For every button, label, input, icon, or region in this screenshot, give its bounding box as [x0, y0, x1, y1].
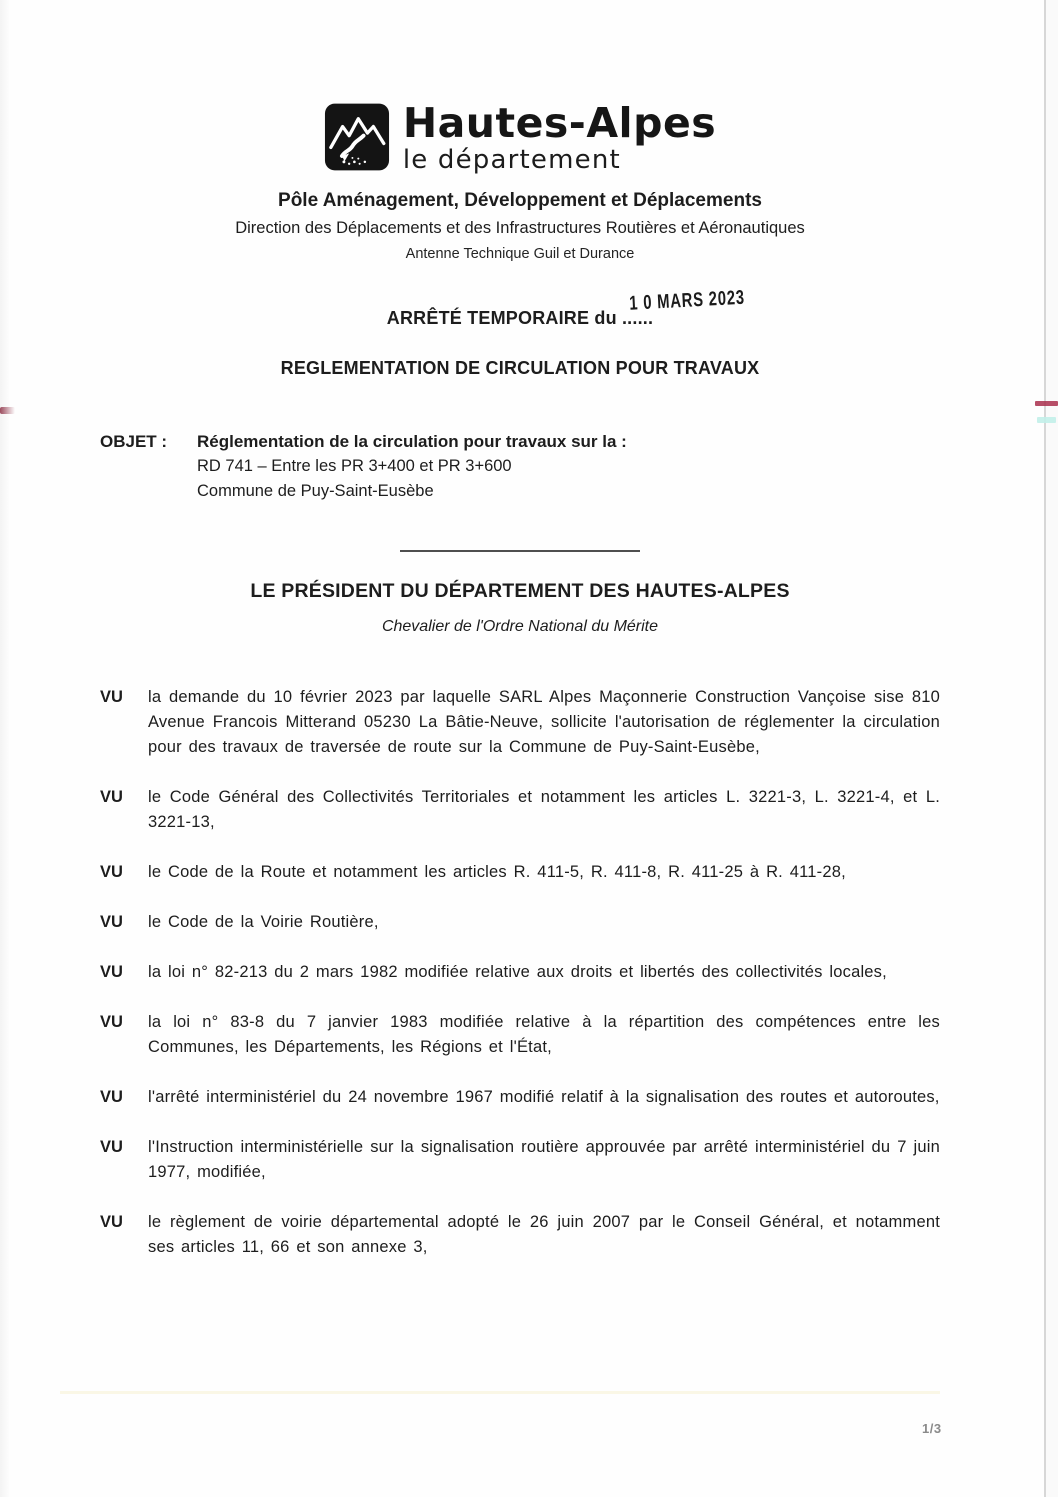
- vu-text: la loi n° 83-8 du 7 janvier 1983 modifiée relative à la répartition des compétences entre les Communes, les Départements, les Régions et l'État,: [148, 1013, 940, 1056]
- vu-item: [100, 1135, 940, 1185]
- vu-text: la loi n° 82-213 du 2 mars 1982 modifiée relative aux droits et libertés des collectivités locales,: [148, 963, 887, 981]
- pen-mark-left: [0, 407, 15, 414]
- scan-streak-yellow: [60, 1391, 940, 1394]
- president-subtitle: Chevalier de l'Ordre National du Mérite: [381, 618, 659, 635]
- vu-text: la demande du 10 février 2023 par laquelle SARL Alpes Maçonnerie Construction Vançoise sise 810 Avenue Francois Mitterand 05230 La Bâtie-Neuve, sollicite l'autorisation de réglementer la circulation pour des travaux de traversée de route sur la Commune de Puy-Saint-Eusèbe,: [148, 688, 940, 756]
- header-logo-row: [100, 0, 940, 175]
- org-pole-line: Pôle Aménagement, Développement et Déplacements: [278, 190, 762, 211]
- objet-line-3: Commune de Puy-Saint-Eusèbe: [197, 482, 434, 500]
- vu-text: le règlement de voirie départemental adopté le 26 juin 2007 par le Conseil Général, et notamment ses articles 11, 66 et son annexe 3,: [148, 1213, 940, 1256]
- vu-item: [100, 685, 940, 760]
- vu-label: VU: [100, 1138, 123, 1156]
- scan-edge-left: [0, 0, 10, 1497]
- vu-item: [100, 1010, 940, 1060]
- logo-text-block: [402, 99, 717, 175]
- vu-label: VU: [100, 1013, 123, 1031]
- scan-edge-right-line: [1044, 0, 1046, 1497]
- arrete-title-text: ARRÊTÉ TEMPORAIRE du ......: [386, 308, 654, 328]
- president-title: LE PRÉSIDENT DU DÉPARTEMENT DES HAUTES-ALPES: [250, 580, 790, 602]
- pen-mark-cyan: [1037, 417, 1056, 423]
- vu-label: VU: [100, 1088, 123, 1106]
- objet-body: [197, 429, 627, 504]
- vu-list: [100, 685, 940, 1260]
- vu-label: VU: [100, 1213, 123, 1231]
- vu-label: VU: [100, 863, 123, 881]
- vu-item: [100, 960, 940, 985]
- pen-mark-right: [1035, 401, 1058, 406]
- hautes-alpes-mountain-logo-icon: [324, 103, 390, 171]
- page-number: 1/3: [922, 1421, 942, 1436]
- vu-item: [100, 1085, 940, 1110]
- vu-label: VU: [100, 688, 123, 706]
- vu-item: [100, 1210, 940, 1260]
- vu-item: [100, 785, 940, 835]
- org-direction-line: Direction des Déplacements et des Infrastructures Routières et Aéronautiques: [235, 219, 805, 237]
- reglementation-title: REGLEMENTATION DE CIRCULATION POUR TRAVAUX: [280, 358, 760, 378]
- vu-text: le Code Général des Collectivités Territoriales et notamment les articles L. 3221-3, L. 3221-4, et L. 3221-13,: [148, 788, 940, 831]
- objet-line-1: Réglementation de la circulation pour travaux sur la :: [197, 432, 627, 451]
- objet-label: OBJET :: [100, 432, 168, 451]
- vu-text: l'Instruction interministérielle sur la signalisation routière approuvée par arrêté interministériel du 7 juin 1977, modifiée,: [148, 1138, 940, 1181]
- vu-label: VU: [100, 963, 123, 981]
- vu-label: VU: [100, 913, 123, 931]
- logo-subtitle: le département: [402, 145, 621, 175]
- arrete-title: [100, 286, 940, 329]
- objet-block: [100, 429, 940, 504]
- scan-edge-right-area: [1046, 0, 1058, 1497]
- org-antenne-line: Antenne Technique Guil et Durance: [405, 246, 635, 262]
- objet-line-2: RD 741 – Entre les PR 3+400 et PR 3+600: [197, 457, 512, 475]
- vu-text: le Code de la Route et notamment les articles R. 411-5, R. 411-8, R. 411-25 à R. 411-28,: [148, 863, 846, 881]
- vu-item: [100, 860, 940, 885]
- section-divider: [400, 550, 640, 552]
- vu-text: le Code de la Voirie Routière,: [148, 913, 379, 931]
- vu-label: VU: [100, 788, 123, 806]
- vu-item: [100, 910, 940, 935]
- logo-title: Hautes-Alpes: [402, 99, 717, 147]
- date-stamp: 1 0 MARS 2023: [628, 286, 746, 315]
- document-content: [100, 0, 940, 1285]
- vu-text: l'arrêté interministériel du 24 novembre 1967 modifié relatif à la signalisation des routes et autoroutes,: [148, 1088, 940, 1106]
